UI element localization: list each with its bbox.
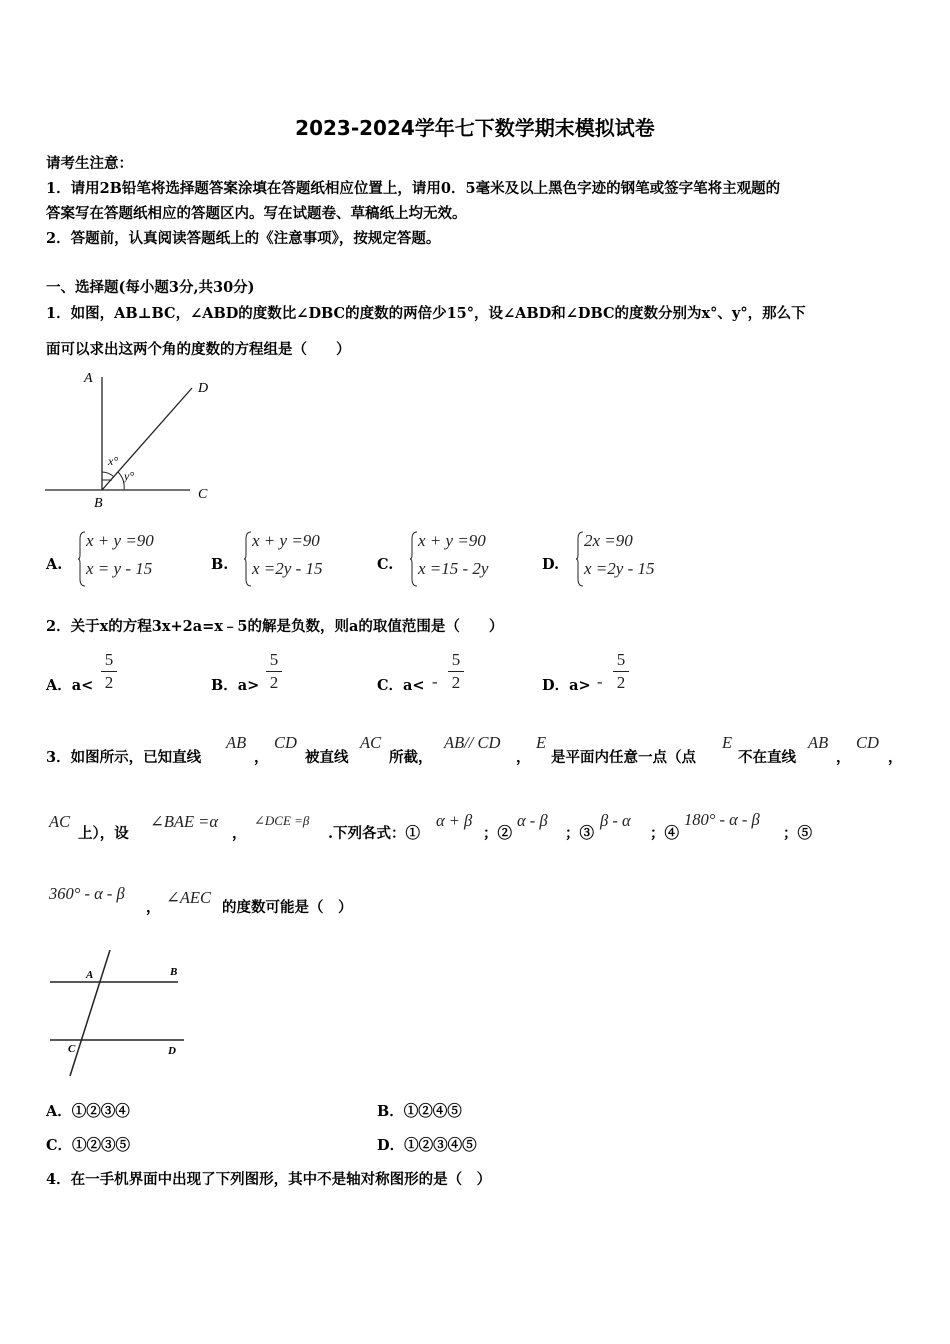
q2-option-b-fraction [266,649,282,694]
label-a: A [86,969,94,981]
q1-d-eq1: 2x =90 [584,531,633,550]
q3-option-c: C．①②③⑤ [46,1137,131,1154]
q1-option-b-system [244,531,344,587]
q3-comma-3: ， [836,749,851,766]
q2-d-den: 2 [616,673,626,692]
q3-math-parallel: AB// CD [444,733,501,752]
q2-a-den: 2 [104,673,114,692]
q3-expr-2: α - β [517,811,548,830]
q3-sep-4: ；④ [650,825,679,842]
notice-line-1: 1．请用2B铅笔将选择题答案涂填在答题纸相应位置上，请用0．5毫米及以上黑色字迹的钢笔或签字笔将主观题的 [46,180,781,197]
label-b: B [170,966,178,978]
q3-text-6: 上），设 [78,825,129,842]
q3-math-bae: ∠BAE =α [150,812,218,831]
q1-option-a-system [78,531,178,587]
q3-text-7: .下列各式：① [328,825,421,842]
q3-math-e2: E [722,733,733,752]
q1-a-eq2: x = y - 15 [86,559,153,578]
q1-option-a-label: A. [46,556,63,573]
q1-option-c-label: C. [377,556,394,573]
q3-math-ab2: AB [808,733,829,752]
q3-math-dce: ∠DCE =β [254,813,310,828]
q1-option-d-system [576,531,676,587]
section-heading: 一、选择题(每小题3分,共30分) [46,279,255,296]
q3-math-cd2: CD [856,733,879,752]
q3-comma-4: ， [888,749,903,766]
q3-text-3: 所截， [389,749,433,766]
q1-option-d-label: D. [542,556,560,573]
q3-expr-4: 180° - α - β [684,810,760,829]
q2-b-num: 5 [266,649,282,672]
q1-angle-figure [40,362,230,512]
q1-b-eq1: x + y =90 [252,531,320,550]
q3-sep-3: ；③ [565,825,594,842]
q3-math-e: E [536,733,547,752]
arc-x [102,472,114,477]
q3-comma-1: ， [254,749,269,766]
q3-math-ab: AB [226,733,247,752]
q1-stem-line-1: 1．如图，AB⊥BC，∠ABD的度数比∠DBC的度数的两倍少15°，设∠ABD和∠DBC的度数分别为x°、y°，那么下 [46,305,806,322]
q3-text-1: 3．如图所示，已知直线 [46,749,202,766]
q1-c-eq2: x =15 - 2y [418,559,489,578]
q1-d-eq2: x =2y - 15 [584,559,655,578]
q1-option-c-system [410,531,510,587]
q2-d-minus: - [597,672,603,691]
q2-a-num: 5 [101,649,117,672]
q1-option-b-label: B. [211,556,229,573]
q2-d-num: 5 [613,649,629,672]
q3-option-b: B．①②④⑤ [377,1103,462,1120]
q1-a-eq1: x + y =90 [86,531,154,550]
q2-option-d-label: D．a> [542,677,591,694]
q4-stem: 4．在一手机界面中出现了下列图形，其中不是轴对称图形的是（ ） [46,1171,492,1188]
line-bd [102,388,192,490]
q3-expr-5: 360° - α - β [49,884,125,903]
q3-option-d: D．①②③④⑤ [377,1137,477,1154]
notice-heading: 请考生注意： [46,155,133,172]
q3-sep-5: ；⑤ [783,825,812,842]
q2-option-c-label: C．a< [377,677,425,694]
q3-text-4: 是平面内任意一点（点 [551,749,696,766]
q3-expr-1: α + β [436,811,473,830]
q3-text-8: 的度数可能是（ ） [222,899,353,916]
q2-option-a-fraction [101,649,117,694]
q3-text-5: 不在直线 [738,749,796,766]
q2-c-minus: - [432,672,438,691]
q3-option-a: A．①②③④ [46,1103,130,1120]
label-c: C [198,487,208,502]
q2-option-a-label: A．a< [46,677,94,694]
q2-b-den: 2 [269,673,279,692]
label-d: D [168,1045,176,1057]
label-y-deg: y° [124,469,135,483]
q2-stem: 2．关于x的方程3x+2a=x﹣5的解是负数，则a的取值范围是（ ） [46,618,504,635]
q2-option-d-fraction [613,649,629,694]
label-x-deg: x° [108,454,119,468]
q3-comma-5: ， [232,825,247,842]
q3-math-aec: ∠AEC [166,888,211,907]
q2-c-num: 5 [448,649,464,672]
q3-comma-6: ， [146,899,161,916]
q3-sep-2: ；② [483,825,512,842]
q3-expr-3: β - α [600,811,631,830]
q3-comma-2: ， [516,749,531,766]
label-a: A [84,371,93,386]
notice-line-3: 2．答题前，认真阅读答题纸上的《注意事项》，按规定答题。 [46,230,441,247]
q3-parallel-lines-figure [44,944,194,1084]
q2-option-b-label: B．a> [211,677,260,694]
q3-math-cd: CD [274,733,297,752]
label-c: C [68,1043,76,1055]
label-b: B [94,496,103,511]
q1-stem-line-2: 面可以求出这两个角的度数的方程组是（ ） [46,341,351,358]
q1-c-eq1: x + y =90 [418,531,486,550]
q3-text-2: 被直线 [305,749,349,766]
q3-math-ac: AC [360,733,382,752]
q1-b-eq2: x =2y - 15 [252,559,323,578]
q2-option-c-fraction [448,649,464,694]
page-title: 2023-2024学年七下数学期末模拟试卷 [295,116,655,140]
q2-c-den: 2 [451,673,461,692]
notice-line-2: 答案写在答题纸相应的答题区内。写在试题卷、草稿纸上均无效。 [46,205,467,222]
q3-math-ac2: AC [49,812,71,831]
label-d: D [198,381,209,396]
